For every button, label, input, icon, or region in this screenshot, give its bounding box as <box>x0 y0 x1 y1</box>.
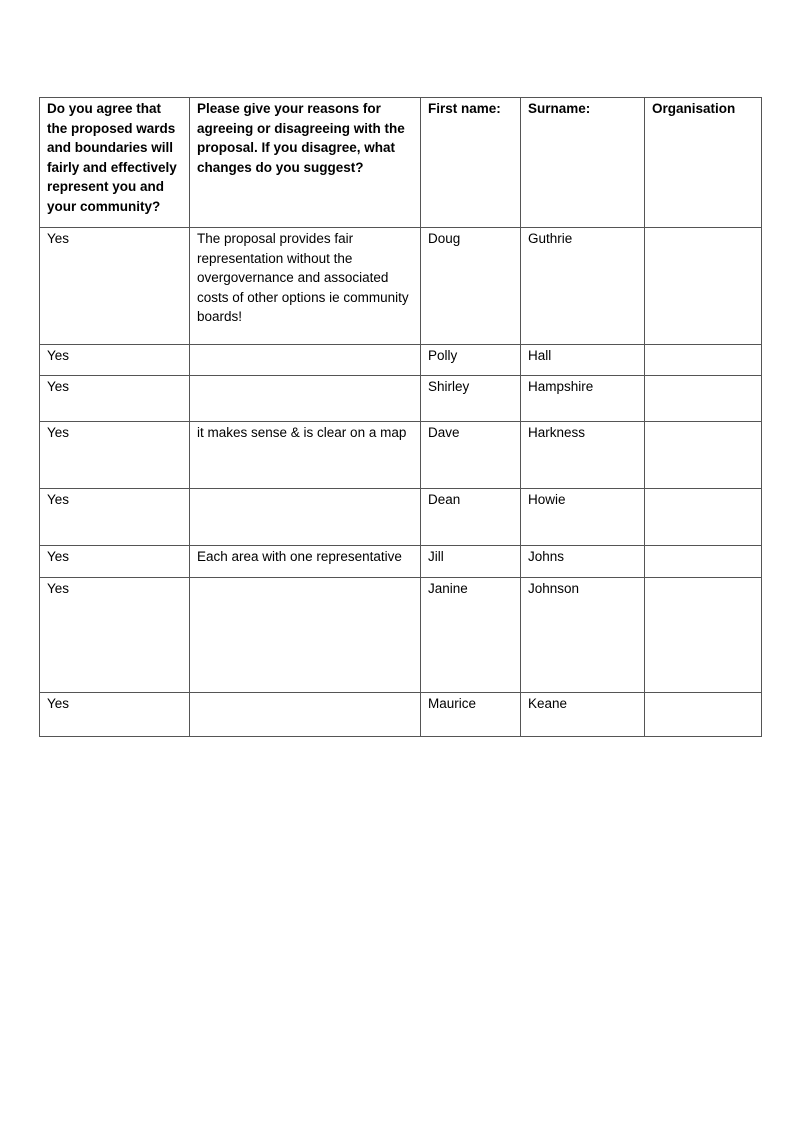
cell-agree: Yes <box>40 693 190 737</box>
table-row <box>40 546 762 578</box>
cell-reasons <box>190 578 421 693</box>
table-header-row <box>40 98 762 228</box>
table-row <box>40 228 762 345</box>
header-surname: Surname: <box>521 98 645 228</box>
table-row <box>40 693 762 737</box>
cell-organisation <box>645 228 762 345</box>
table-row <box>40 376 762 422</box>
cell-agree: Yes <box>40 489 190 546</box>
cell-surname: Hampshire <box>521 376 645 422</box>
cell-reasons: Each area with one representative <box>190 546 421 578</box>
cell-reasons <box>190 376 421 422</box>
header-organisation: Organisation <box>645 98 762 228</box>
cell-surname: Johnson <box>521 578 645 693</box>
cell-first-name: Jill <box>421 546 521 578</box>
table-row <box>40 489 762 546</box>
table-row <box>40 578 762 693</box>
cell-reasons <box>190 345 421 376</box>
cell-surname: Howie <box>521 489 645 546</box>
cell-agree: Yes <box>40 376 190 422</box>
cell-surname: Keane <box>521 693 645 737</box>
cell-surname: Hall <box>521 345 645 376</box>
cell-organisation <box>645 376 762 422</box>
cell-agree: Yes <box>40 546 190 578</box>
cell-first-name: Dave <box>421 422 521 489</box>
cell-first-name: Maurice <box>421 693 521 737</box>
header-first-name: First name: <box>421 98 521 228</box>
cell-surname: Harkness <box>521 422 645 489</box>
cell-first-name: Dean <box>421 489 521 546</box>
cell-first-name: Shirley <box>421 376 521 422</box>
cell-reasons: The proposal provides fair representation without the overgovernance and associated costs of other options ie community boards! <box>190 228 421 345</box>
cell-organisation <box>645 422 762 489</box>
cell-agree: Yes <box>40 228 190 345</box>
cell-surname: Guthrie <box>521 228 645 345</box>
cell-organisation <box>645 489 762 546</box>
cell-first-name: Janine <box>421 578 521 693</box>
cell-reasons <box>190 693 421 737</box>
cell-reasons: it makes sense & is clear on a map <box>190 422 421 489</box>
cell-organisation <box>645 546 762 578</box>
cell-agree: Yes <box>40 578 190 693</box>
cell-first-name: Doug <box>421 228 521 345</box>
header-agree: Do you agree that the proposed wards and boundaries will fairly and effectively represent you and your community? <box>40 98 190 228</box>
header-reasons: Please give your reasons for agreeing or disagreeing with the proposal. If you disagree, what changes do you suggest? <box>190 98 421 228</box>
cell-agree: Yes <box>40 345 190 376</box>
submissions-table <box>39 97 762 737</box>
cell-reasons <box>190 489 421 546</box>
cell-organisation <box>645 578 762 693</box>
cell-organisation <box>645 693 762 737</box>
cell-surname: Johns <box>521 546 645 578</box>
table-row <box>40 345 762 376</box>
cell-organisation <box>645 345 762 376</box>
cell-agree: Yes <box>40 422 190 489</box>
table-row <box>40 422 762 489</box>
cell-first-name: Polly <box>421 345 521 376</box>
